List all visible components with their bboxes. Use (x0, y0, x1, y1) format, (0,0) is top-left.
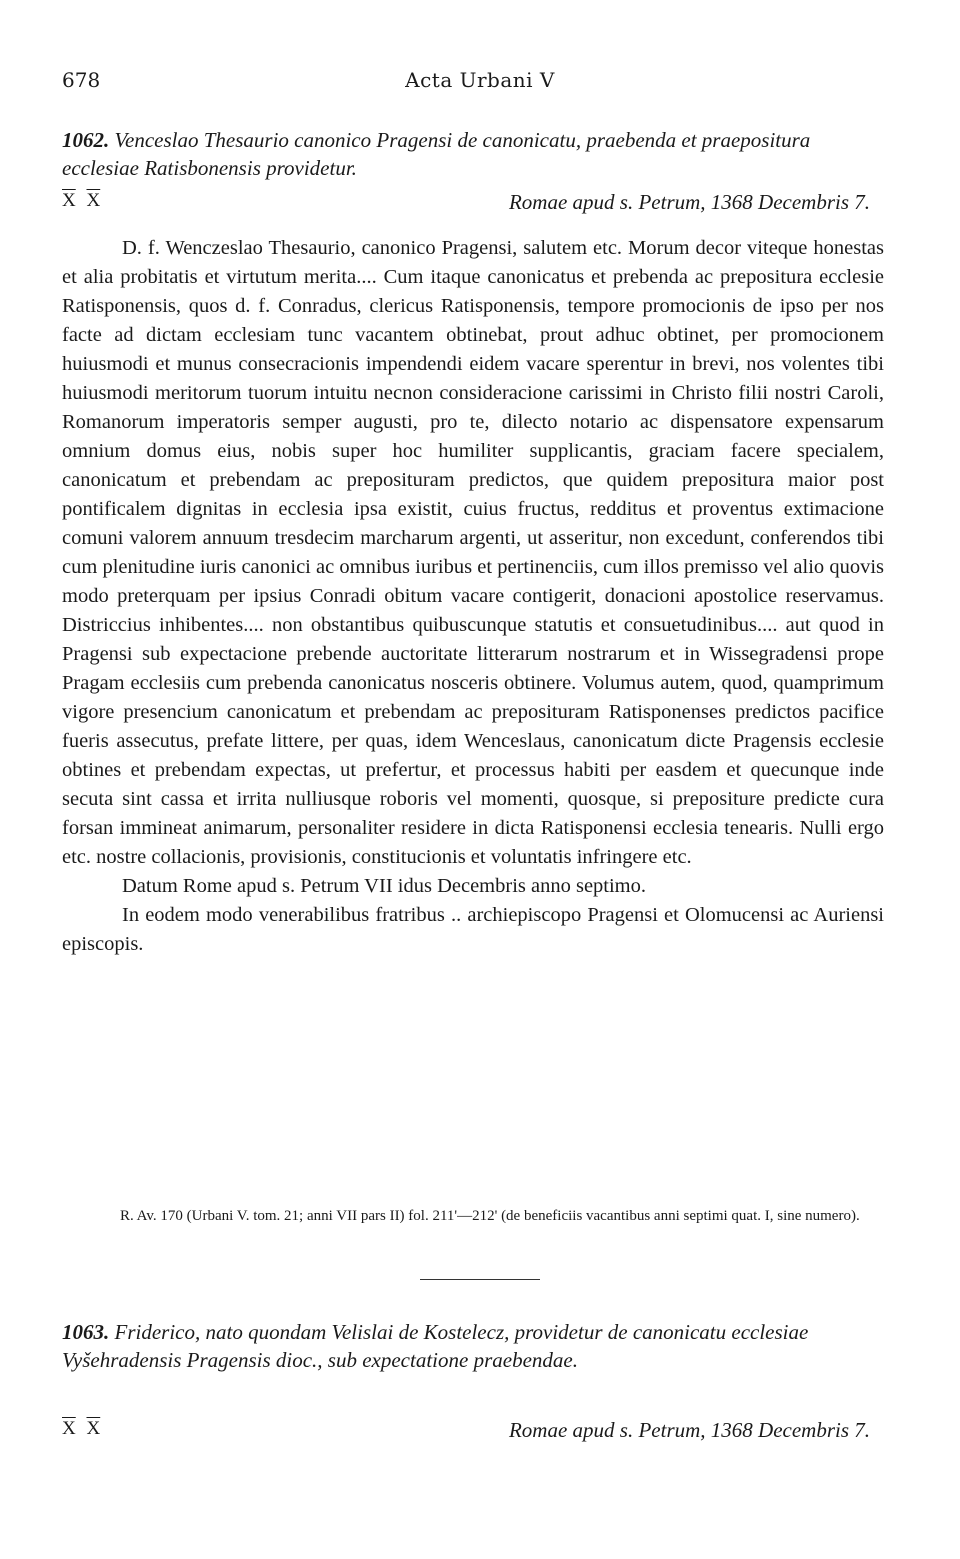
entry-1062-source: R. Av. 170 (Urbani V. tom. 21; anni VII pars II) fol. 211'—212' (de beneficiis vacantibus anni septimi quat. I, sine numero). (120, 1208, 860, 1224)
running-title: Acta Urbani V (405, 68, 555, 92)
entry-1062-source-note (62, 1204, 884, 1228)
entry-1062-paragraph-1: D. f. Wenczeslao Thesaurio, canonico Pragensi, salutem etc. Morum decor viteque honestas et alia probitatis et virtutum merita.... Cum itaque canonicatus et prebenda ac prepositura ecclesie Ratisponensis, quos d. f. Conradus, clericus Ratisponensis, tempore promocionis de ipso per nos facte ad dictam ecclesiam tunc vacantem obtinebat, prout adhuc obtinet, per promocionem huiusmodi et munus consecracionis impendendi eidem vacare sperentur in brevi, nos volentes tibi huiusmodi meritorum tuorum intuitu necnon consideracione carissimi in Christo filii nostri Caroli, Romanorum imperatoris semper augusti, pro te, dilecto notario ac dispensatore expensarum omnium domus eius, nobis super hoc humiliter supplicantis, graciam facere specialem, canonicatum et prebendam ac preposituram predictos, que quidem prepositura maior post pontificalem dignitas in ecclesia ipsa existit, cuius fructus, redditus et proventus extimacione comuni valorem annuum tresdecim marcharum argenti, ut asseritur, non excedunt, conferendos tibi cum plenitudine iuris canonici ac omnibus iuribus et pertinenciis, cum illos premisso vel alio quovis modo preterquam per ipsius Conradi obitum vacare contigerit, donacioni apostolice reservamus. Districcius inhibentes.... non obstantibus quibuscunque statutis et consuetudinibus.... aut quod in Pragensi sub expectacione prebende auctoritate litterarum nostrarum et in Wissegradensi prope Pragam ecclesiis cum prebenda canonicatus nosceris obtinere. Volumus autem, quod, quamprimum vigore presencium canonicatum et prebendam ac preposituram Ratisponenses predictos pacifice fueris assecutus, prefate littere, per quas, idem Wenceslaus, canonicatum dicte Pragensis ecclesie obtines et prebendam expectas, ut prefertur, et processus habiti per easdem et quecunque inde secuta sint cassa et irrita nulliusque roboris vel momenti, quosque, si prepositure predicte cura forsan immineat animarum, personaliter residere in dicta Ratisponensi ecclesia tenearis. Nulli ergo etc. nostre collacionis, provisionis, constitucionis et voluntatis infringere etc. (62, 237, 884, 868)
entry-1062-body (62, 234, 884, 959)
entry-1063-title: Friderico, nato quondam Velislai de Kostelecz, providetur de canonicatu ecclesiae Vyšehradensis Pragensis dioc., sub expectatione praebendae. (62, 1320, 809, 1372)
entry-1062-paragraph-3: In eodem modo venerabilibus fratribus .. archiepiscopo Pragensi et Olomucensi ac Auriensi episcopis. (62, 904, 884, 955)
mark-2: $\overline{X}$ (86, 1418, 101, 1439)
entry-1063-date: Romae apud s. Petrum, 1368 Decembris 7. (508, 1418, 870, 1442)
section-divider (420, 1279, 540, 1280)
entry-1062-dateline-row (62, 190, 870, 220)
entry-1063-dateline-row (62, 1418, 870, 1448)
mark-2: $\overline{X}$ (86, 190, 101, 211)
mark-1: $\overline{X}$ (62, 190, 76, 211)
entry-1062-marks (62, 190, 106, 212)
entry-1062-number: 1062. (62, 128, 110, 152)
page-number: 678 (62, 68, 101, 92)
entry-1063-number: 1063. (62, 1320, 110, 1344)
entry-1063-marks (62, 1418, 106, 1440)
entry-1063-heading (62, 1318, 892, 1374)
entry-1062-title: Venceslao Thesaurio canonico Pragensi de canonicatu, praebenda et praepositura ecclesiae Ratisbonensis providetur. (62, 128, 811, 180)
mark-1: $\overline{X}$ (62, 1418, 76, 1439)
entry-1062-paragraph-2: Datum Rome apud s. Petrum VII idus Decembris anno septimo. (122, 875, 647, 897)
entry-1062-date: Romae apud s. Petrum, 1368 Decembris 7. (508, 190, 870, 214)
entry-1062-heading (62, 126, 892, 182)
page-header (62, 68, 898, 98)
